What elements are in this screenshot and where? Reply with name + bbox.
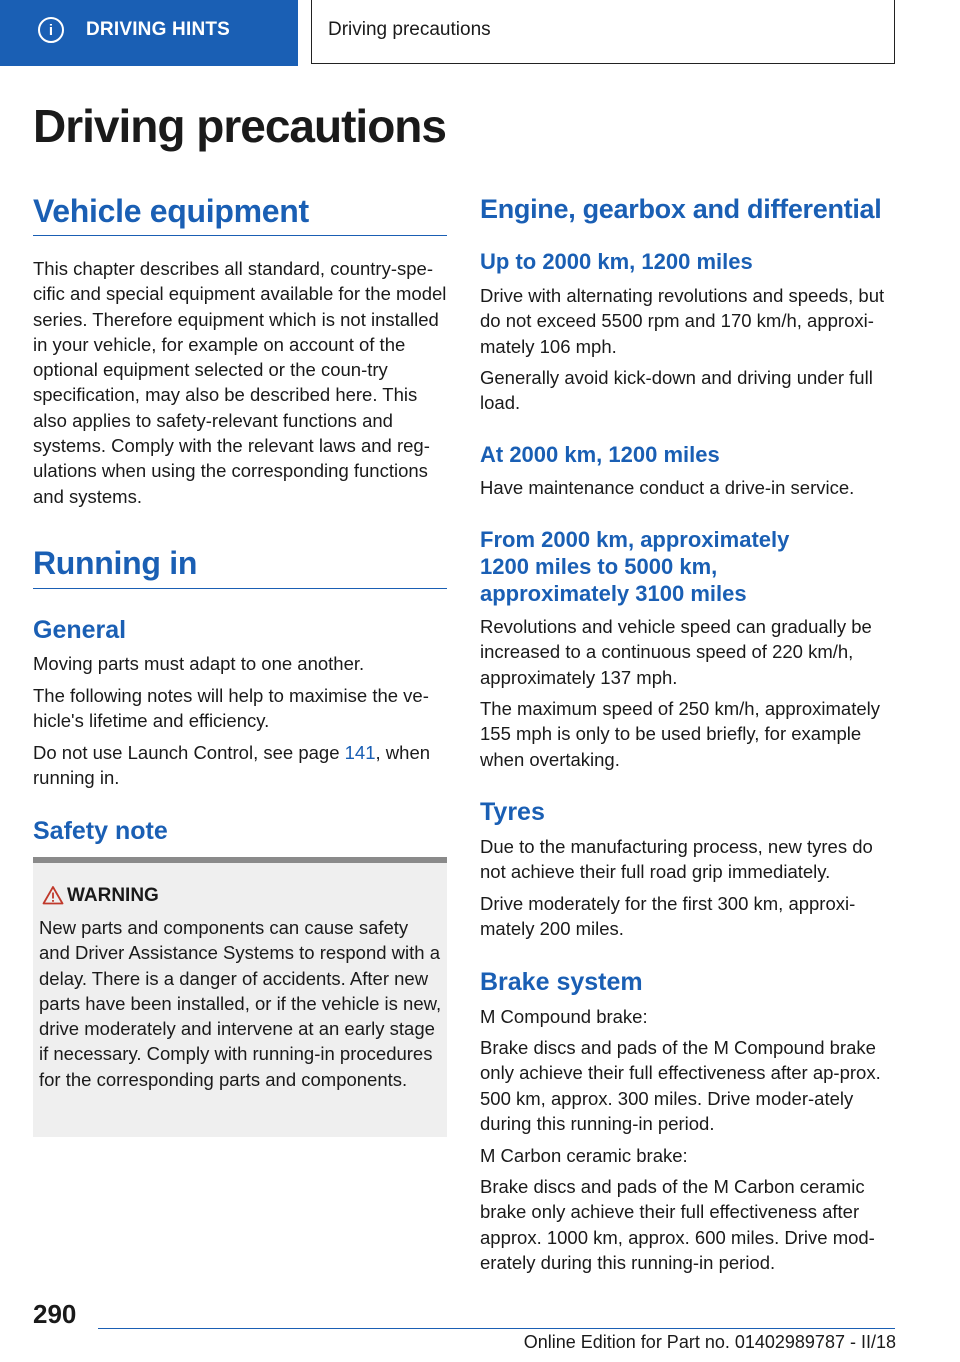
general-p3-text: Do not use Launch Control, see page	[33, 742, 345, 763]
heading-from-2000-line1: From 2000 km, approximately	[480, 527, 790, 552]
heading-rule	[33, 588, 447, 589]
heading-at-2000: At 2000 km, 1200 miles	[480, 442, 720, 467]
chapter-header	[311, 0, 895, 64]
tyres-p2: Drive moderately for the first 300 km, approxi-mately 200 miles.	[480, 893, 856, 940]
section-tab[interactable]	[0, 0, 298, 66]
general-p2: The following notes will help to maximise the ve-hicle's lifetime and efficiency.	[33, 685, 429, 732]
warning-bar	[33, 857, 447, 863]
heading-rule	[33, 235, 447, 236]
brake-p2: Brake discs and pads of the M Compound brake only achieve their full effectiveness after ap-prox. 500 km, approx. 300 miles. Drive moder-ately during this running-in period.	[480, 1037, 881, 1134]
heading-vehicle-equipment: Vehicle equipment	[33, 193, 309, 229]
from-p1: Revolutions and vehicle speed can gradually be increased to a continuous speed of 220 km/h, approximately 137 mph.	[480, 616, 872, 688]
heading-safety-note: Safety note	[33, 817, 168, 845]
footer-edition: Online Edition for Part no. 01402989787 - II/18	[523, 1332, 896, 1352]
chapter-label: Driving precautions	[328, 19, 491, 40]
tyres-p1: Due to the manufacturing process, new tyres do not achieve their full road grip immediately.	[480, 836, 873, 883]
section-label: DRIVING HINTS	[86, 19, 231, 40]
brake-p4: Brake discs and pads of the M Carbon ceramic brake only achieve their full effectiveness after approx. 1000 km, approx. 600 miles. Drive mod-erately during this running-in period.	[480, 1176, 875, 1273]
page-link-141[interactable]: 141	[344, 742, 376, 763]
general-p1: Moving parts must adapt to one another.	[33, 653, 365, 674]
general-p3-text-end: , when running in.	[33, 742, 431, 789]
warning-triangle-icon	[42, 885, 64, 905]
vehicle-equipment-text: This chapter describes all standard, country-spe-cific and special equipment available for the model series. Therefore equipment which is not installed in your vehicle, for example on account of the optional equipment selected or the coun-try specification, may also be described here. This also applies to safety-relevant functions and systems. Comply with the relevant laws and reg-ulations when using the corresponding functions and systems.	[33, 258, 447, 507]
warning-box	[33, 857, 447, 1137]
page-title: Driving precautions	[33, 100, 446, 152]
footer-rule	[98, 1328, 895, 1329]
info-icon: i	[38, 17, 64, 43]
warning-text: New parts and components can cause safety and Driver Assistance Systems to respond with a delay. There is a danger of accidents. After new parts have been installed, or if the vehicle is new, drive moderately and intervene at an early stage if necessary. Comply with running-in procedures for the corresponding parts and components.	[39, 917, 442, 1090]
brake-p1: M Compound brake:	[480, 1006, 648, 1027]
heading-from-2000-line2: 1200 miles to 5000 km,	[480, 554, 718, 579]
upto-p1: Drive with alternating revolutions and speeds, but do not exceed 5500 rpm and 170 km/h, approxi-mately 106 mph.	[480, 285, 885, 357]
brake-p3: M Carbon ceramic brake:	[480, 1145, 688, 1166]
at-p1: Have maintenance conduct a drive-in service.	[480, 477, 855, 498]
general-p3	[33, 740, 447, 791]
heading-tyres: Tyres	[480, 798, 545, 826]
heading-engine-gearbox: Engine, gearbox and differential	[480, 194, 882, 224]
upto-p2: Generally avoid kick-down and driving under full load.	[480, 367, 873, 414]
heading-brake-system: Brake system	[480, 968, 643, 996]
heading-general: General	[33, 616, 127, 644]
heading-from-2000-line3: approximately 3100 miles	[480, 581, 747, 606]
page-number: 290	[33, 1299, 77, 1329]
heading-up-to-2000: Up to 2000 km, 1200 miles	[480, 249, 753, 274]
heading-running-in: Running in	[33, 545, 198, 581]
from-p2: The maximum speed of 250 km/h, approximately 155 mph is only to be used briefly, for example when overtaking.	[480, 698, 880, 770]
warning-title: WARNING	[67, 885, 159, 906]
